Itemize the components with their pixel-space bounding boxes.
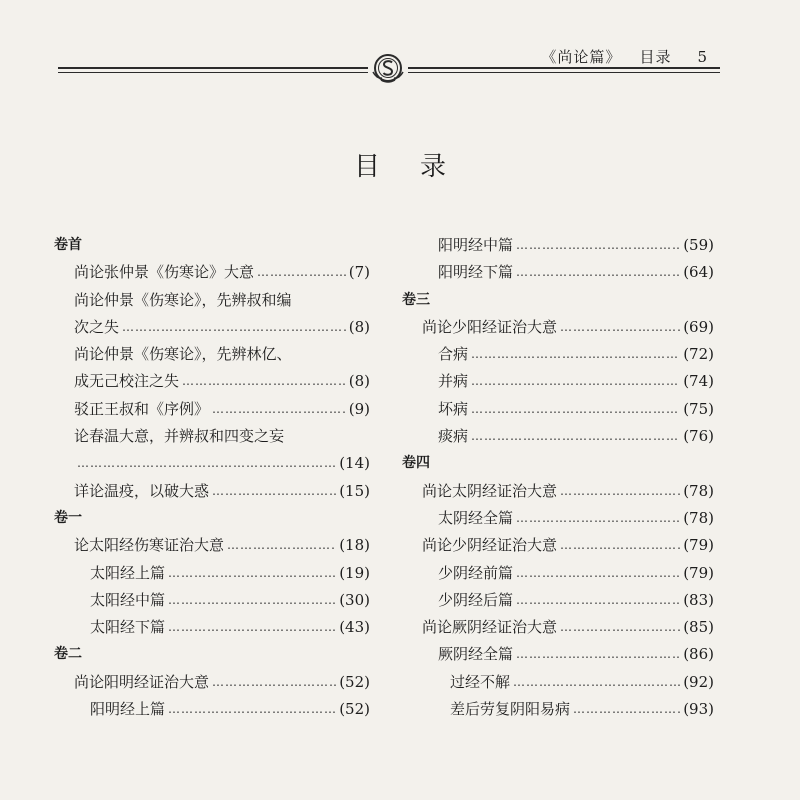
toc-leader-dots xyxy=(516,641,680,668)
toc-volume-heading: 卷四 xyxy=(402,455,430,472)
toc-entry[interactable] xyxy=(402,341,714,368)
toc-entry[interactable] xyxy=(402,368,714,395)
toc-entry[interactable] xyxy=(402,696,714,723)
toc-entry-title: 详论温疫，以破大惑 xyxy=(74,481,210,500)
toc-page-number: (9) xyxy=(348,399,370,418)
toc-entry-title: 太阴经全篇 xyxy=(438,508,514,527)
toc-page-number: (19) xyxy=(339,563,370,582)
toc-entry-title: 尚论少阴经证治大意 xyxy=(422,536,558,555)
toc-entry-title: 尚论少阳经证治大意 xyxy=(422,317,558,336)
toc-leader-dots xyxy=(212,478,336,505)
toc-entry-title: 成无己校注之失 xyxy=(74,372,180,391)
toc-leader-dots xyxy=(168,696,336,723)
toc-entry[interactable] xyxy=(402,314,714,341)
toc-entry[interactable] xyxy=(402,560,714,587)
toc-entry-title: 阳明经上篇 xyxy=(90,700,166,719)
toc-page-number: (79) xyxy=(683,563,714,582)
toc-entry[interactable] xyxy=(402,532,714,559)
toc-entry[interactable] xyxy=(402,641,714,668)
toc-page-number: (72) xyxy=(683,345,714,364)
toc-page-number: (76) xyxy=(683,427,714,446)
toc-page-number: (74) xyxy=(683,372,714,391)
toc-page-number: (59) xyxy=(683,236,714,254)
toc-leader-dots xyxy=(122,314,346,341)
running-head-page-number: 5 xyxy=(697,48,708,66)
toc-left-column xyxy=(54,232,370,723)
toc-entry[interactable] xyxy=(402,669,714,696)
toc-page-number: (8) xyxy=(348,372,370,391)
toc-entry-title: 阳明经下篇 xyxy=(438,263,514,282)
toc-entry[interactable] xyxy=(54,587,370,614)
toc-entry[interactable] xyxy=(54,259,370,286)
toc-entry[interactable] xyxy=(402,232,714,259)
toc-entry-text: 论春温大意，并辨叔和四变之妄 xyxy=(74,427,285,446)
toc-right-column xyxy=(402,232,714,723)
running-head-section: 目录 xyxy=(639,48,672,66)
toc-page-number: (8) xyxy=(348,317,370,336)
toc-entry-text: 尚论仲景《伤寒论》，先辨叔和编 xyxy=(74,290,292,309)
toc-page-number: (93) xyxy=(683,700,714,719)
page-title: 目录 xyxy=(353,152,486,182)
toc-leader-dots xyxy=(257,259,346,286)
toc-leader-dots xyxy=(182,368,346,395)
toc-entry-title: 阳明经中篇 xyxy=(438,236,514,254)
toc-entry[interactable] xyxy=(54,669,370,696)
toc-leader-dots xyxy=(168,587,336,614)
toc-entry-title: 太阳经下篇 xyxy=(90,618,166,637)
toc-leader-dots xyxy=(212,669,336,696)
toc-entry[interactable] xyxy=(402,587,714,614)
toc-leader-dots xyxy=(212,396,346,423)
toc-entry[interactable] xyxy=(54,478,370,505)
toc-leader-dots xyxy=(516,232,680,259)
toc-leader-dots xyxy=(516,259,680,286)
toc-leader-dots xyxy=(471,423,680,450)
toc-page-number: (52) xyxy=(339,700,370,719)
toc-entry-title: 过经不解 xyxy=(450,672,511,691)
toc-entry-title: 坏病 xyxy=(438,399,469,418)
toc-entry[interactable] xyxy=(54,450,370,477)
toc-entry-title: 差后劳复阴阳易病 xyxy=(450,700,571,719)
toc-entry-title: 太阳经中篇 xyxy=(90,590,166,609)
toc-entry-title: 厥阴经全篇 xyxy=(438,645,514,664)
toc-page-number: (78) xyxy=(683,481,714,500)
publisher-emblem-icon xyxy=(368,48,408,88)
toc-entry[interactable] xyxy=(54,614,370,641)
toc-volume-heading: 卷一 xyxy=(54,509,82,526)
toc-page-number: (83) xyxy=(683,590,714,609)
running-head-book-title: 《尚论篇》 xyxy=(541,48,622,66)
toc-leader-dots xyxy=(560,478,680,505)
toc-entry-title: 次之失 xyxy=(74,317,120,336)
toc-entry[interactable] xyxy=(54,314,370,341)
toc-entry[interactable] xyxy=(402,423,714,450)
toc-page-number: (30) xyxy=(339,590,370,609)
toc-page-number: (18) xyxy=(339,536,370,555)
toc-leader-dots xyxy=(516,505,680,532)
toc-leader-dots xyxy=(516,560,680,587)
toc-leader-dots xyxy=(471,368,680,395)
toc-leader-dots xyxy=(560,532,680,559)
running-head xyxy=(541,46,708,67)
toc-entry[interactable] xyxy=(402,478,714,505)
toc-entry-title: 并病 xyxy=(438,372,469,391)
toc-entry-title: 痰病 xyxy=(438,427,469,446)
toc-page-number: (43) xyxy=(339,618,370,637)
toc-entry-title: 驳正王叔和《序例》 xyxy=(74,399,210,418)
toc-page-number: (15) xyxy=(339,481,370,500)
toc-leader-dots xyxy=(227,532,336,559)
toc-leader-dots xyxy=(560,614,680,641)
toc-leader-dots xyxy=(516,587,680,614)
toc-volume-heading: 卷三 xyxy=(402,291,430,308)
toc-page-number: (86) xyxy=(683,645,714,664)
toc-entry[interactable] xyxy=(54,532,370,559)
toc-leader-dots xyxy=(513,669,680,696)
toc-entry-title: 尚论太阴经证治大意 xyxy=(422,481,558,500)
toc-entry-title: 论太阳经伤寒证治大意 xyxy=(74,536,225,555)
toc-leader-dots xyxy=(573,696,680,723)
toc-leader-dots xyxy=(471,396,680,423)
toc-entry-title: 少阴经后篇 xyxy=(438,590,514,609)
toc-entry[interactable] xyxy=(402,259,714,286)
toc-entry[interactable] xyxy=(402,505,714,532)
toc-leader-dots xyxy=(168,560,336,587)
toc-entry-text: 尚论仲景《伤寒论》，先辨林亿、 xyxy=(74,345,292,364)
toc-page-number: (92) xyxy=(683,672,714,691)
toc-page-number: (75) xyxy=(683,399,714,418)
toc-page-number: (79) xyxy=(683,536,714,555)
toc-page-number: (78) xyxy=(683,508,714,527)
toc-entry[interactable] xyxy=(402,614,714,641)
toc-volume-heading: 卷二 xyxy=(54,646,82,663)
toc-entry-title: 少阴经前篇 xyxy=(438,563,514,582)
toc-page-number: (64) xyxy=(683,263,714,282)
toc-entry-title: 合病 xyxy=(438,345,469,364)
toc-leader-dots xyxy=(168,614,336,641)
toc-entry-title: 尚论厥阴经证治大意 xyxy=(422,618,558,637)
toc-entry[interactable] xyxy=(54,696,370,723)
toc-entry[interactable] xyxy=(54,368,370,395)
toc-page-number: (52) xyxy=(339,672,370,691)
toc-entry[interactable] xyxy=(54,396,370,423)
toc-page-number: (14) xyxy=(339,454,370,473)
toc-page-number: (85) xyxy=(683,618,714,637)
toc-entry[interactable] xyxy=(54,560,370,587)
toc-leader-dots xyxy=(77,450,336,477)
toc-page-number: (69) xyxy=(683,317,714,336)
toc-page-number: (7) xyxy=(348,263,370,282)
toc-entry-title: 尚论张仲景《伤寒论》大意 xyxy=(74,263,255,282)
toc-entry-title: 尚论阳明经证治大意 xyxy=(74,672,210,691)
toc-volume-heading: 卷首 xyxy=(54,237,82,253)
toc-leader-dots xyxy=(471,341,680,368)
toc-entry-title: 太阳经上篇 xyxy=(90,563,166,582)
toc-leader-dots xyxy=(560,314,680,341)
toc-entry[interactable] xyxy=(402,396,714,423)
